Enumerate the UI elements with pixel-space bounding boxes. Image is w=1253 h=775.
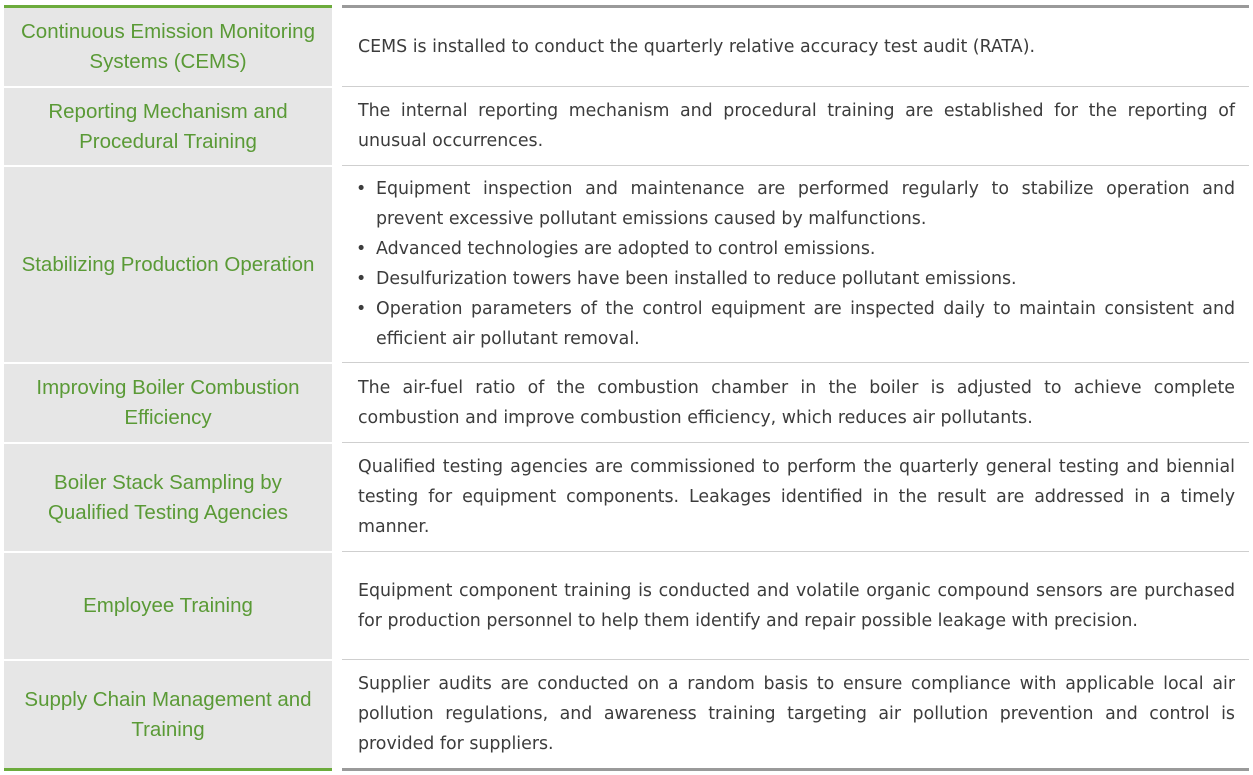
row-text-employee-training-content: Equipment component training is conducted and volatile organic compound sensors are purchased for production personnel to help them identify and repair possible leakage with precision. [358,580,1235,631]
bullet-dot-icon: • [356,239,367,259]
bullet-text: Equipment inspection and maintenance are performed regularly to stabilize operation and prevent excessive pollutant emissions caused by malfunctions. [376,179,1235,229]
row-text-supply-chain-content: Supplier audits are conducted on a random basis to ensure compliance with applicable local air pollution regulations, and awareness training targeting air pollution prevention and control is provided for suppliers. [358,674,1235,754]
row-text-stack-sampling-content: Qualified testing agencies are commissioned to perform the quarterly general testing and biennial testing for equipment components. Leakages identified in the result are addressed in a timely manner. [358,457,1235,537]
row-text-stack-sampling [342,443,1249,551]
row-label-cems: Continuous Emission Monitoring Systems (CEMS) [4,8,332,86]
row-text-boiler-efficiency-content: The air-fuel ratio of the combustion chamber in the boiler is adjusted to achieve complete combustion and improve combustion efficiency, which reduces air pollutants. [358,377,1235,428]
bullet-dot-icon: • [356,299,367,319]
row-text-boiler-efficiency [342,363,1249,442]
row-label-stabilizing: Stabilizing Production Operation [4,167,332,362]
bullet-item [348,174,1235,234]
stabilizing-bullet-list [348,174,1235,354]
bullet-item [348,294,1235,354]
row-text-stabilizing [342,166,1249,362]
row-label-employee-training: Employee Training [4,553,332,659]
left-bottom-rule [4,768,332,771]
row-text-employee-training [342,552,1249,659]
row-label-supply-chain: Supply Chain Management and Training [4,661,332,768]
row-label-boiler-efficiency: Improving Boiler Combustion Efficiency [4,364,332,442]
bullet-text: Desulfurization towers have been installed to reduce pollutant emissions. [376,269,1017,289]
bullet-item [348,264,1235,294]
measure-name-column [4,5,332,771]
bullet-dot-icon: • [356,269,367,289]
row-label-reporting: Reporting Mechanism and Procedural Training [4,88,332,165]
row-label-stack-sampling: Boiler Stack Sampling by Qualified Testing Agencies [4,444,332,551]
bullet-text: Operation parameters of the control equipment are inspected daily to maintain consistent and efficient air pollutant removal. [376,299,1235,349]
measure-description-column [342,5,1249,771]
row-text-reporting [342,87,1249,165]
bullet-item [348,234,1235,264]
row-text-supply-chain [342,660,1249,768]
row-text-cems [342,8,1249,86]
bullet-text: Advanced technologies are adopted to control emissions. [376,239,876,259]
right-bottom-rule [342,768,1249,771]
bullet-dot-icon: • [356,179,367,199]
row-text-cems-content: CEMS is installed to conduct the quarterly relative accuracy test audit (RATA). [358,37,1036,57]
row-text-reporting-content: The internal reporting mechanism and procedural training are established for the reporting of unusual occurrences. [358,101,1235,151]
